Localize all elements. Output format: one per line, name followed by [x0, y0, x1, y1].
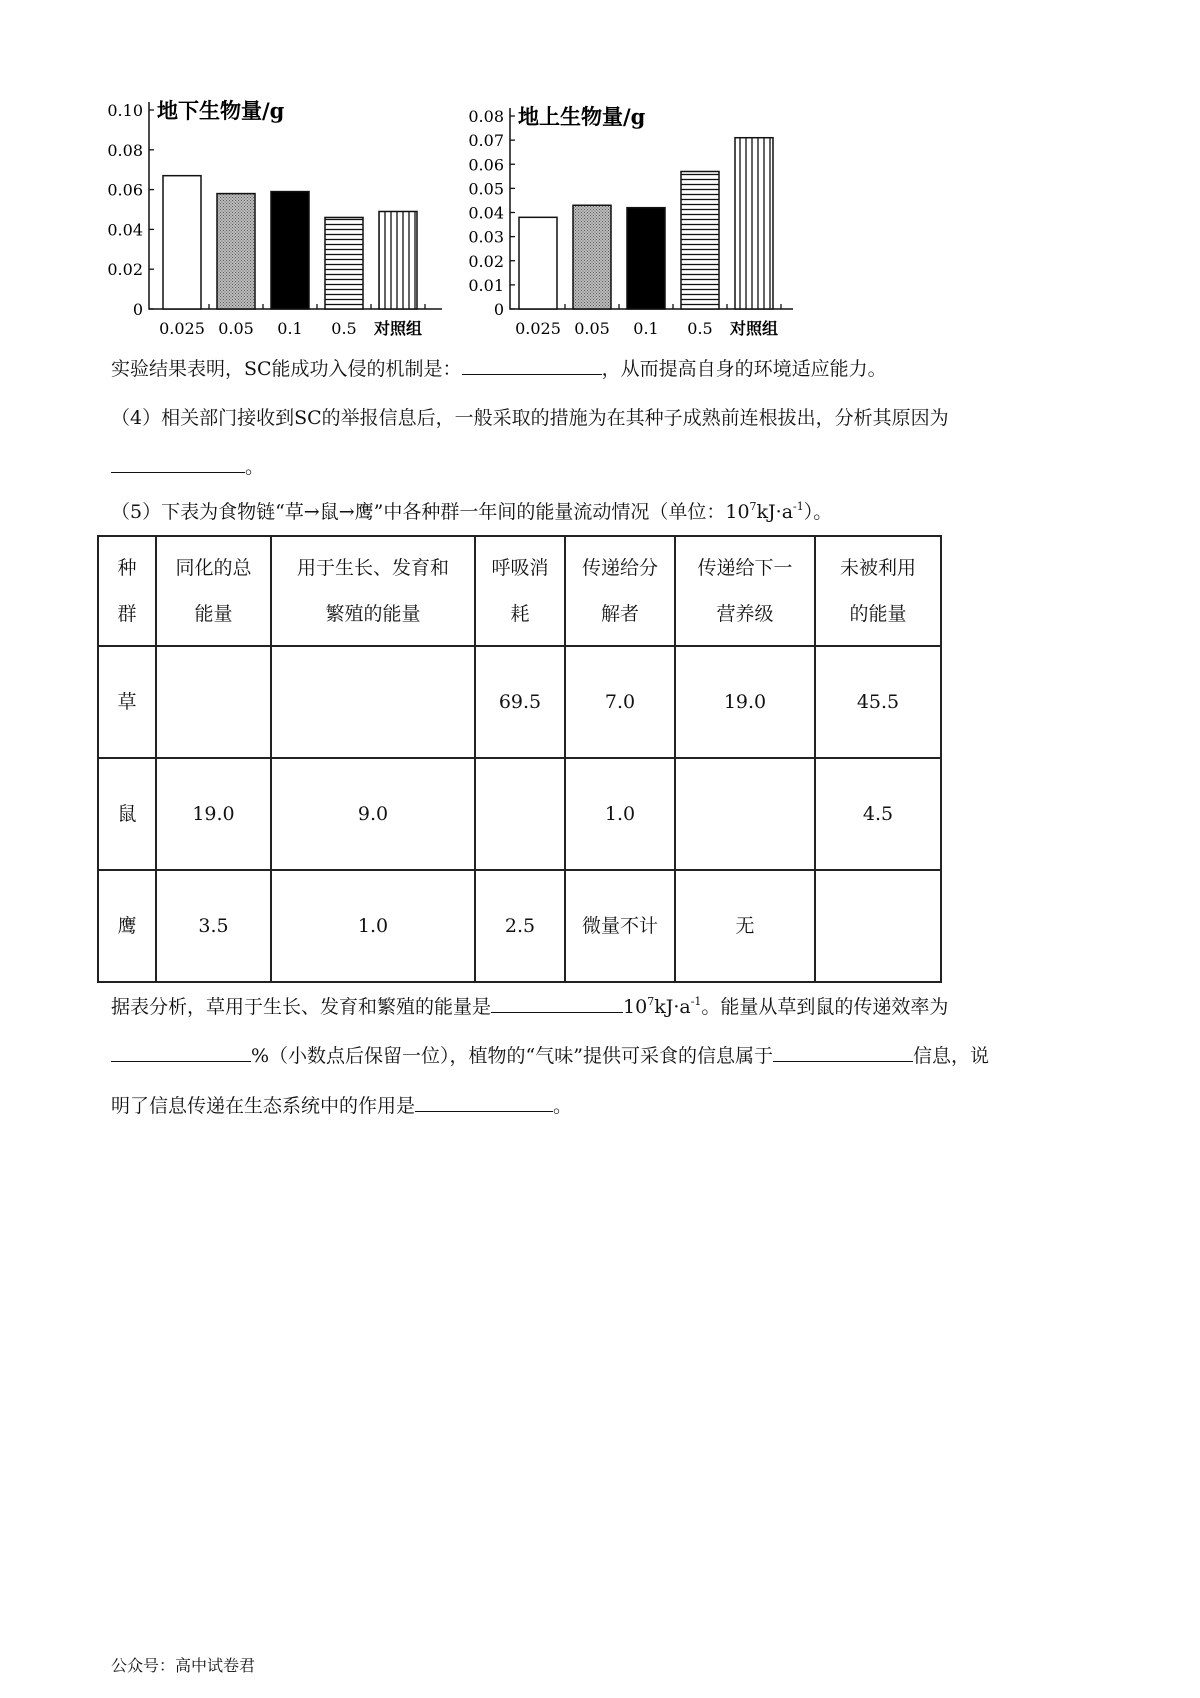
y-tick-label: 0.05 — [468, 179, 504, 199]
answer-blank-reason[interactable] — [111, 453, 245, 473]
result-suffix: ，从而提高自身的环境适应能力。 — [601, 358, 887, 380]
x-tick-label: 0.05 — [574, 319, 610, 338]
table-cell — [815, 870, 941, 982]
y-tick-label: 0.06 — [107, 180, 143, 200]
answer-blank-efficiency[interactable] — [111, 1042, 251, 1062]
y-tick-label: 0 — [493, 300, 504, 319]
table-cell: 69.5 — [475, 646, 565, 758]
x-tick-label: 0.1 — [277, 319, 303, 338]
question-5-suffix: ）。 — [803, 501, 833, 523]
y-tick-label: 0.04 — [107, 220, 143, 240]
analysis-line-1 — [111, 992, 948, 1022]
header-cell: 呼吸消 耗 — [475, 536, 565, 646]
table-header-row — [98, 536, 941, 646]
table-cell: 19.0 — [675, 646, 815, 758]
header-cell: 用于生长、发育和 繁殖的能量 — [271, 536, 475, 646]
analysis-percent-text: %（小数点后保留一位），植物的“气味”提供可采食的信息属于 — [251, 1045, 773, 1067]
bar — [325, 217, 363, 309]
analysis-suffix: 。能量从草到鼠的传递效率为 — [701, 996, 949, 1018]
analysis-prefix: 据表分析，草用于生长、发育和繁殖的能量是 — [111, 996, 492, 1018]
x-tick-label: 0.1 — [633, 319, 659, 338]
y-tick-label: 0.04 — [468, 203, 504, 223]
y-tick-label: 0.02 — [468, 251, 504, 271]
table-cell: 鹰 — [98, 870, 156, 982]
table-cell — [675, 758, 815, 870]
unit-exponent: 7 — [647, 995, 655, 1008]
header-cell: 种 群 — [98, 536, 156, 646]
table-cell: 1.0 — [565, 758, 675, 870]
table-cell: 无 — [675, 870, 815, 982]
table-row — [98, 646, 941, 758]
analysis-line-3-prefix: 明了信息传递在生态系统中的作用是 — [111, 1095, 416, 1117]
x-tick-label: 0.05 — [218, 319, 254, 338]
bar — [519, 217, 557, 309]
y-tick-label: 0.03 — [468, 227, 504, 247]
belowground-biomass-chart — [94, 92, 454, 342]
y-tick-label: 0.02 — [107, 260, 143, 280]
table-cell: 9.0 — [271, 758, 475, 870]
table-cell: 1.0 — [271, 870, 475, 982]
unit-exponent-2: -1 — [793, 500, 804, 513]
unit-text: kJ·a — [654, 996, 691, 1018]
bar — [627, 208, 665, 309]
header-cell: 未被利用 的能量 — [815, 536, 941, 646]
result-line — [111, 354, 887, 384]
x-tick-label: 0.5 — [331, 319, 357, 338]
answer-blank-info-type[interactable] — [773, 1042, 913, 1062]
analysis-line-2-suffix: 信息，说 — [912, 1045, 989, 1067]
y-tick-label: 0.07 — [468, 131, 504, 151]
table-cell — [271, 646, 475, 758]
table-row — [98, 870, 941, 982]
footer-source: 公众号：高中试卷君 — [111, 1656, 256, 1675]
result-prefix: 实验结果表明，SC能成功入侵的机制是： — [111, 358, 462, 380]
unit-exponent: 7 — [749, 500, 757, 513]
unit-exponent-2: -1 — [690, 995, 702, 1008]
aboveground-biomass-chart — [455, 92, 805, 342]
answer-blank-growth-energy[interactable] — [491, 993, 623, 1013]
x-tick-label: 0.5 — [687, 319, 713, 338]
y-tick-label: 0.10 — [107, 101, 143, 120]
table-cell: 7.0 — [565, 646, 675, 758]
bar — [271, 192, 309, 309]
question-4-answer-line — [111, 452, 264, 482]
chart-title: 地下生物量/g — [157, 98, 285, 123]
analysis-line-2 — [111, 1041, 989, 1071]
unit-base: 10 — [623, 996, 648, 1018]
x-tick-label: 0.025 — [515, 319, 561, 338]
chart-title: 地上生物量/g — [518, 104, 646, 129]
answer-blank-mechanism[interactable] — [462, 355, 602, 375]
header-cell: 同化的总 能量 — [156, 536, 271, 646]
table-cell: 19.0 — [156, 758, 271, 870]
bar — [735, 138, 773, 309]
unit-text: kJ·a — [756, 501, 794, 523]
table-cell: 3.5 — [156, 870, 271, 982]
question-5-prefix: （5）下表为食物链“草→鼠→鹰”中各种群一年间的能量流动情况（单位：10 — [111, 501, 750, 523]
y-tick-label: 0.08 — [107, 140, 143, 160]
table-cell: 45.5 — [815, 646, 941, 758]
bar — [163, 176, 201, 309]
table-cell: 2.5 — [475, 870, 565, 982]
bar — [573, 205, 611, 309]
analysis-line-3 — [111, 1091, 572, 1121]
question-4-end: 。 — [245, 456, 265, 478]
header-cell: 传递给下一 营养级 — [675, 536, 815, 646]
table-cell — [156, 646, 271, 758]
bar — [681, 171, 719, 309]
table-cell — [475, 758, 565, 870]
question-5 — [111, 497, 832, 527]
table-cell: 微量不计 — [565, 870, 675, 982]
y-tick-label: 0.06 — [468, 155, 504, 175]
bar — [379, 211, 417, 309]
energy-flow-table — [97, 535, 942, 983]
y-tick-label: 0.01 — [468, 275, 504, 295]
question-4-text: （4）相关部门接收到SC的举报信息后，一般采取的措施为在其种子成熟前连根拔出，分析其原因为 — [111, 407, 949, 429]
x-tick-label: 对照组 — [373, 319, 423, 338]
x-tick-label: 0.025 — [159, 319, 205, 338]
x-tick-label: 对照组 — [729, 319, 779, 338]
header-cell: 传递给分 解者 — [565, 536, 675, 646]
answer-blank-info-role[interactable] — [415, 1092, 553, 1112]
analysis-line-3-end: 。 — [553, 1095, 573, 1117]
table-cell: 草 — [98, 646, 156, 758]
bar — [217, 194, 255, 309]
table-cell: 鼠 — [98, 758, 156, 870]
question-4 — [111, 403, 949, 433]
y-tick-label: 0.08 — [468, 107, 504, 126]
y-tick-label: 0 — [132, 300, 143, 319]
table-cell: 4.5 — [815, 758, 941, 870]
table-row — [98, 758, 941, 870]
